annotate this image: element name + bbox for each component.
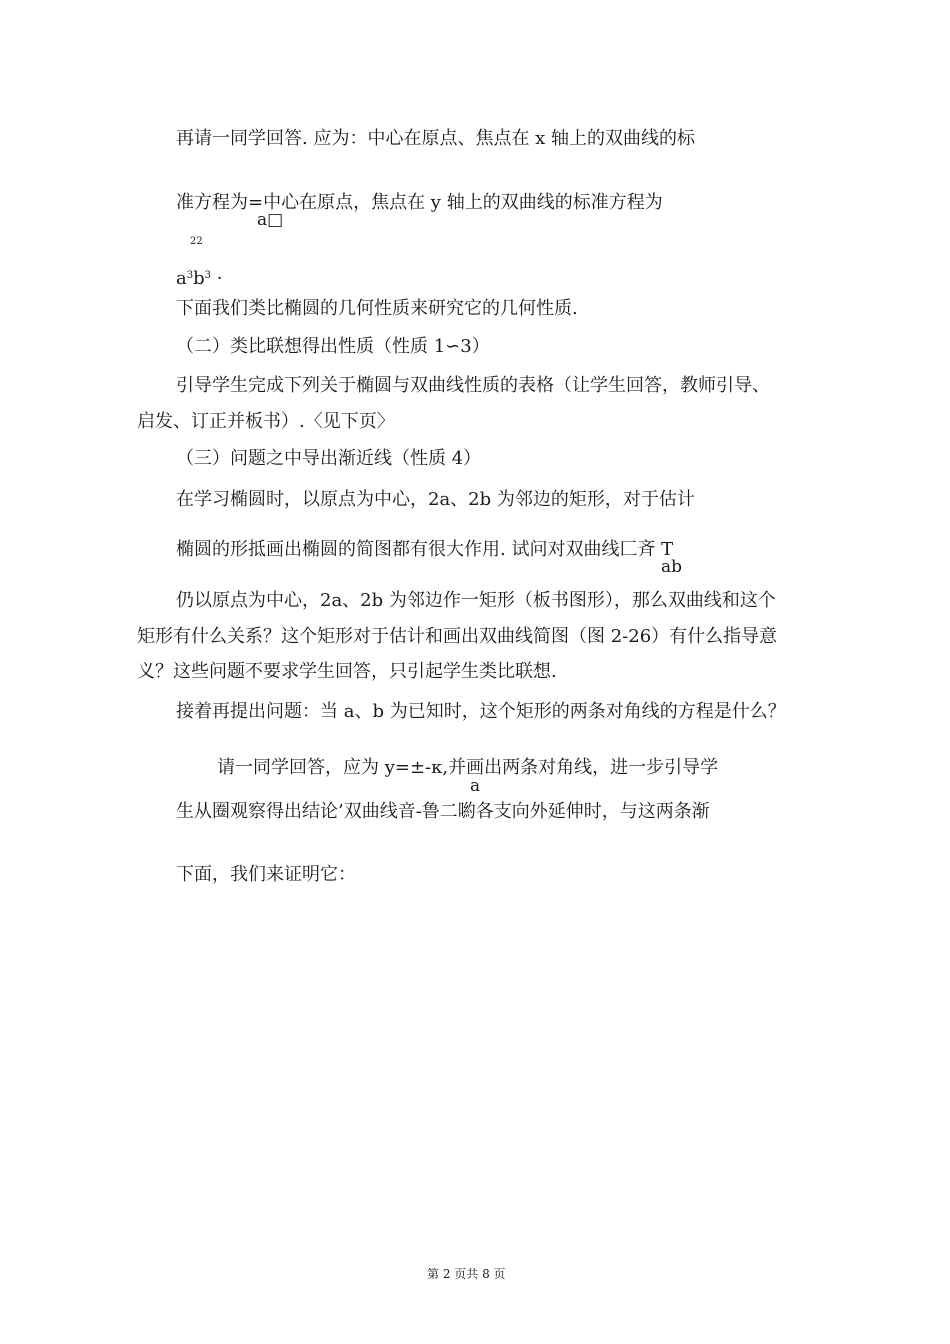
formula-fragment: a□	[257, 210, 284, 230]
formula-line	[176, 264, 222, 291]
paragraph-line: 下面我们类比椭圆的几何性质来研究它的几何性质.	[176, 298, 578, 319]
formula-exponent: 22	[190, 236, 203, 247]
formula-var-a: a	[176, 268, 187, 289]
formula-var-b: b	[193, 268, 205, 289]
paragraph-line: 请一同学回答，应为 y=±-к,并画出两条对角线，进一步引导学	[217, 757, 719, 778]
paragraph-line: 启发、订正并板书）.〈见下页〉	[137, 411, 395, 432]
paragraph-line: 椭圆的形抵画出椭圆的简图都有很大作用. 试问对双曲线匚斉 T	[176, 539, 674, 560]
paragraph-line: 生从圈观察得出结论’双曲线音-鲁二喲各支向外延伸时，与这两条渐	[176, 801, 710, 822]
formula-fragment: ab	[661, 557, 683, 577]
paragraph-line: 矩形有什么关系？这个矩形对于估计和画出双曲线简图（图 2-26）有什么指导意	[137, 626, 778, 647]
formula-exp-b: 3	[204, 270, 212, 281]
paragraph-line: 仍以原点为中心，2a、2b 为邻边作一矩形（板书图形），那么双曲线和这个	[176, 590, 776, 611]
formula-dot: ·	[211, 268, 223, 289]
paragraph-line: 接着再提出问题：当 a、b 为已知时，这个矩形的两条对角线的方程是什么？	[176, 701, 786, 722]
page-footer: 第 2 页共 8 页	[427, 1267, 506, 1281]
paragraph-line: 再请一同学回答. 应为：中心在原点、焦点在 x 轴上的双曲线的标	[176, 128, 696, 149]
formula-exp-a: 3	[186, 270, 194, 281]
paragraph-line: 在学习椭圆时，以原点为中心，2a、2b 为邻边的矩形，对于估计	[176, 489, 695, 510]
paragraph-line: 引导学生完成下列关于椭圆与双曲线性质的表格（让学生回答，教师引导、	[176, 375, 770, 396]
paragraph-line: 下面，我们来证明它：	[176, 864, 356, 885]
paragraph-line: 准方程为=中心在原点，焦点在 y 轴上的双曲线的标准方程为	[176, 192, 663, 213]
section-heading: （二）类比联想得出性质（性质 1∽3）	[176, 336, 490, 357]
paragraph-line: 义？这些问题不要求学生回答，只引起学生类比联想.	[137, 661, 557, 682]
formula-fragment: a	[470, 776, 481, 796]
section-heading: （三）问题之中导出渐近线（性质 4）	[176, 448, 482, 469]
